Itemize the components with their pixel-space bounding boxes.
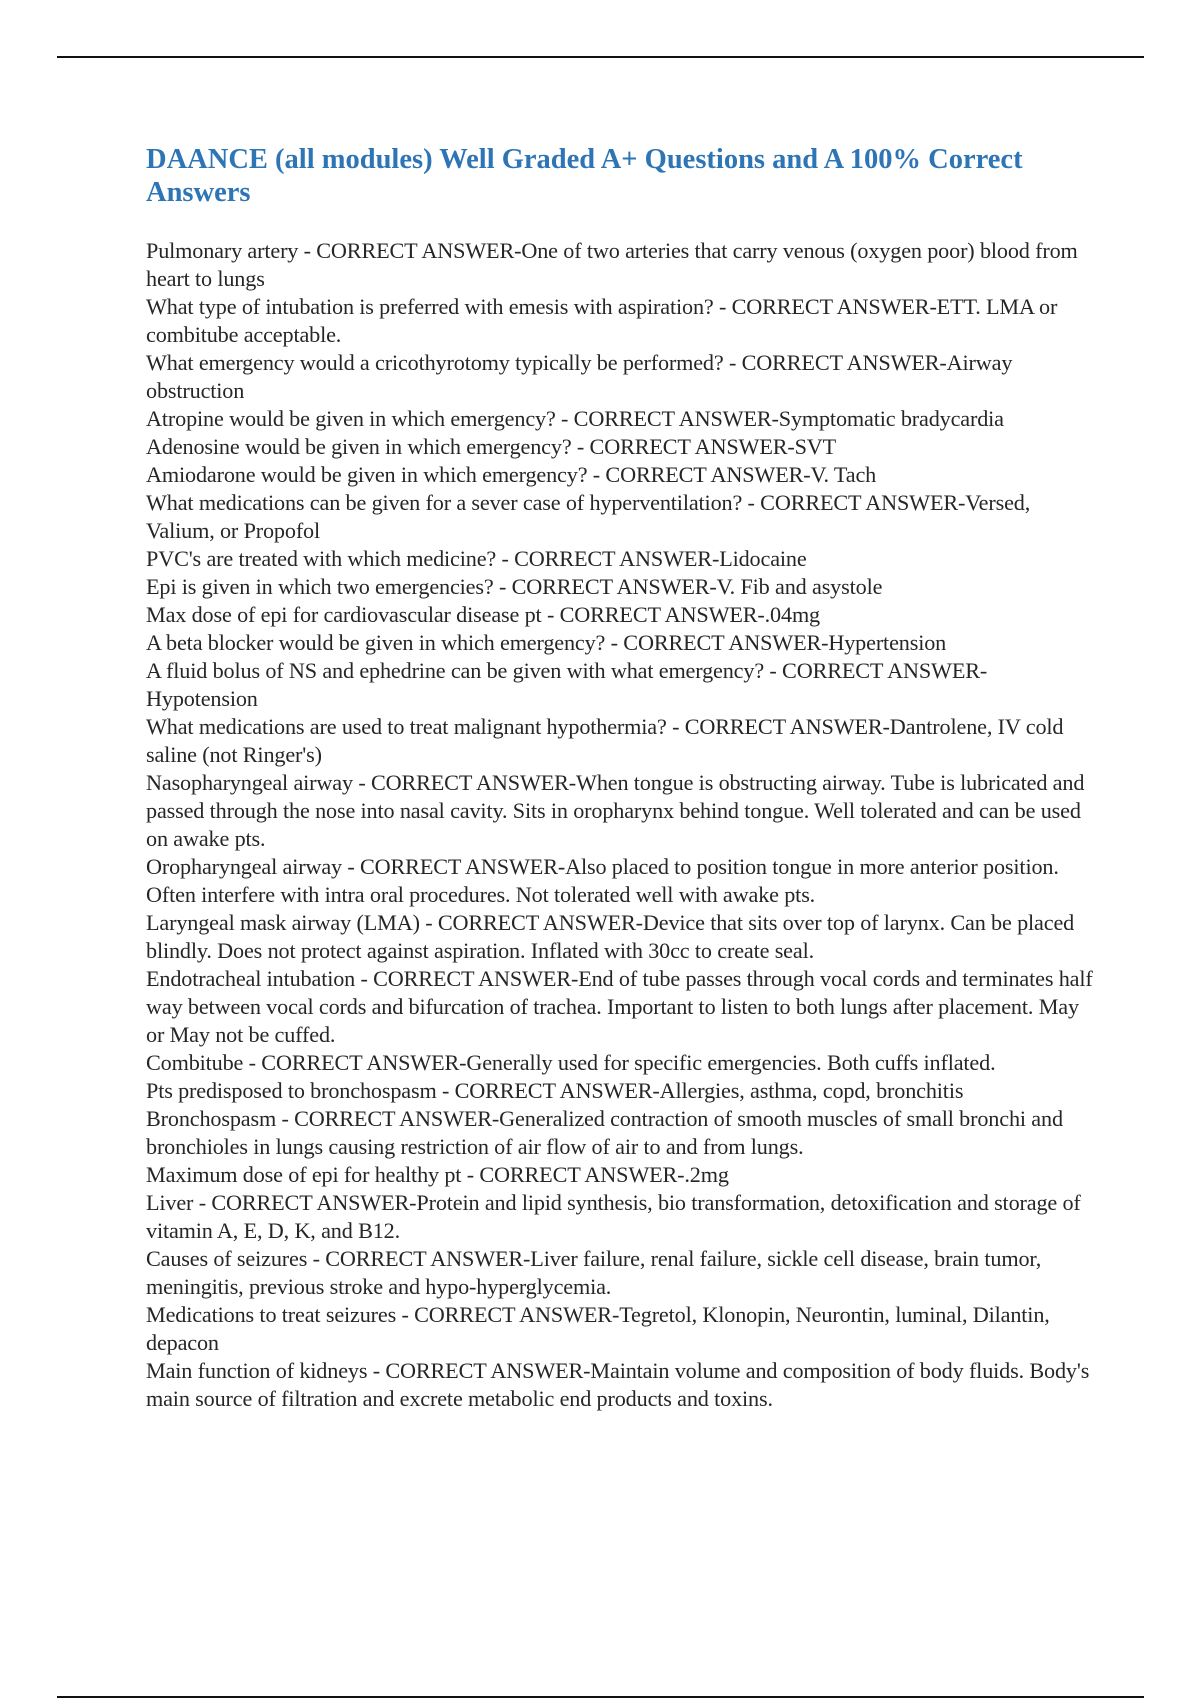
qa-entry: Liver - CORRECT ANSWER-Protein and lipid synthesis, bio transformation, detoxification and storage of vitamin A, E, D, K, and B12. (146, 1190, 1081, 1243)
qa-entry: Medications to treat seizures - CORRECT ANSWER-Tegretol, Klonopin, Neurontin, luminal, Dilantin, depacon (146, 1302, 1050, 1355)
qa-entry: Epi is given in which two emergencies? - CORRECT ANSWER-V. Fib and asystole (146, 574, 883, 599)
qa-entry: What medications can be given for a sever case of hyperventilation? - CORRECT ANSWER-Versed, Valium, or Propofol (146, 490, 1031, 543)
qa-entry: A fluid bolus of NS and ephedrine can be given with what emergency? - CORRECT ANSWER-Hypotension (146, 658, 988, 711)
bottom-rule (57, 1696, 1144, 1698)
qa-entry: Laryngeal mask airway (LMA) - CORRECT ANSWER-Device that sits over top of larynx. Can be placed blindly. Does not protect against aspiration. Inflated with 30cc to create seal. (146, 910, 1075, 963)
qa-entry: Adenosine would be given in which emergency? - CORRECT ANSWER-SVT (146, 434, 837, 459)
qa-entry: Combitube - CORRECT ANSWER-Generally used for specific emergencies. Both cuffs inflated. (146, 1050, 996, 1075)
top-rule (57, 56, 1144, 58)
qa-entry: Bronchospasm - CORRECT ANSWER-Generalized contraction of smooth muscles of small bronchi and bronchioles in lungs causing restriction of air flow of air to and from lungs. (146, 1106, 1063, 1159)
qa-list (146, 237, 1094, 1413)
qa-entry: Endotracheal intubation - CORRECT ANSWER-End of tube passes through vocal cords and terminates half way between vocal cords and bifurcation of trachea. Important to listen to both lungs after placement. May or May not be cuffed. (146, 966, 1093, 1047)
qa-entry: A beta blocker would be given in which emergency? - CORRECT ANSWER-Hypertension (146, 630, 947, 655)
qa-entry: What emergency would a cricothyrotomy typically be performed? - CORRECT ANSWER-Airway obstruction (146, 350, 1013, 403)
qa-entry: What medications are used to treat malignant hypothermia? - CORRECT ANSWER-Dantrolene, IV cold saline (not Ringer's) (146, 714, 1064, 767)
qa-entry: What type of intubation is preferred with emesis with aspiration? - CORRECT ANSWER-ETT. LMA or combitube acceptable. (146, 294, 1058, 347)
qa-entry: Pts predisposed to bronchospasm - CORRECT ANSWER-Allergies, asthma, copd, bronchitis (146, 1078, 964, 1103)
qa-entry: Amiodarone would be given in which emergency? - CORRECT ANSWER-V. Tach (146, 462, 877, 487)
qa-entry: Main function of kidneys - CORRECT ANSWER-Maintain volume and composition of body fluids. Body's main source of filtration and excrete metabolic end products and toxins. (146, 1358, 1090, 1411)
qa-entry: Pulmonary artery - CORRECT ANSWER-One of two arteries that carry venous (oxygen poor) blood from heart to lungs (146, 238, 1078, 291)
qa-entry: Nasopharyngeal airway - CORRECT ANSWER-When tongue is obstructing airway. Tube is lubricated and passed through the nose into nasal cavity. Sits in oropharynx behind tongue. Well tolerated and can be used on awake pts. (146, 770, 1085, 851)
qa-entry: Causes of seizures - CORRECT ANSWER-Liver failure, renal failure, sickle cell disease, brain tumor, meningitis, previous stroke and hypo-hyperglycemia. (146, 1246, 1042, 1299)
document-title: DAANCE (all modules) Well Graded A+ Questions and A 100% Correct Answers (146, 144, 1023, 208)
qa-entry: Oropharyngeal airway - CORRECT ANSWER-Also placed to position tongue in more anterior position. Often interfere with intra oral procedures. Not tolerated well with awake pts. (146, 854, 1059, 907)
qa-entry: Atropine would be given in which emergency? - CORRECT ANSWER-Symptomatic bradycardia (146, 406, 1004, 431)
qa-entry: Maximum dose of epi for healthy pt - CORRECT ANSWER-.2mg (146, 1162, 729, 1187)
qa-entry: PVC's are treated with which medicine? - CORRECT ANSWER-Lidocaine (146, 546, 807, 571)
qa-entry: Max dose of epi for cardiovascular disease pt - CORRECT ANSWER-.04mg (146, 602, 820, 627)
